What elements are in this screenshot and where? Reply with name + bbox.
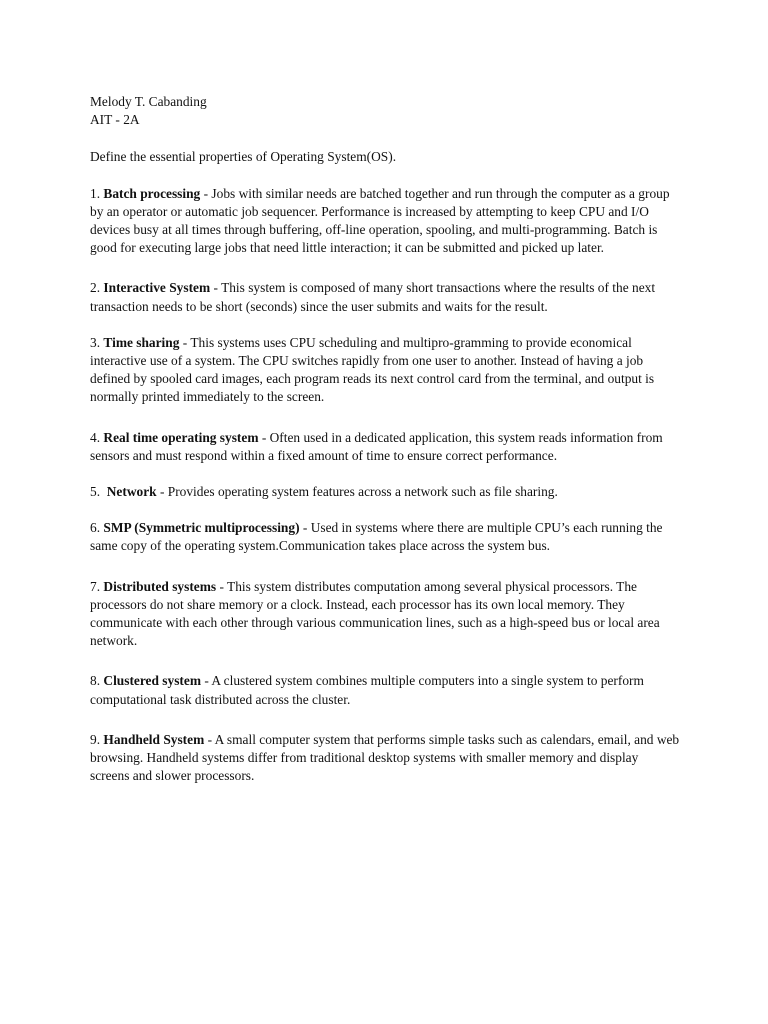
list-item — [90, 334, 680, 407]
item-number: 7. — [90, 578, 101, 594]
item-term: Interactive System — [103, 280, 211, 296]
item-separator: - — [258, 429, 270, 445]
item-number: 1. — [90, 185, 101, 201]
item-description: This systems uses CPU scheduling and multipro-gramming to provide economical interactive use of a system. The CPU switches rapidly from one user to another. Instead of having a job defined by spooled card images, each program reads its next control card from the terminal, and output is normally printed immediately to the screen. — [90, 334, 655, 405]
item-description: This system distributes computation among several physical processors. The processors do not share memory or a clock. Instead, each processor has its own local memory. They communicate with each other through various communication lines, such as a high-speed bus or local area network. — [90, 578, 660, 649]
item-term: Clustered system — [103, 673, 201, 689]
item-description: Used in systems where there are multiple CPU’s each running the same copy of the operating system.Communication takes place across the system bus. — [90, 520, 663, 554]
list-item — [90, 279, 680, 315]
list-item — [90, 519, 680, 555]
list-item — [90, 185, 680, 258]
item-separator: - — [200, 673, 212, 689]
item-description: A clustered system combines multiple computers into a single system to perform computational task distributed across the cluster. — [90, 673, 644, 707]
item-description: Often used in a dedicated application, this system reads information from sensors and must respond within a fixed amount of time to ensure correct performance. — [90, 429, 663, 463]
item-separator: - — [200, 185, 212, 201]
list-item — [90, 672, 680, 708]
item-number: 8. — [90, 673, 101, 689]
item-description: Provides operating system features across a network such as file sharing. — [167, 484, 558, 500]
list-item — [90, 483, 680, 501]
item-separator: - — [204, 731, 215, 747]
item-number: 6. — [90, 520, 101, 536]
item-term: Time sharing — [103, 334, 180, 350]
item-number: 5. — [90, 484, 101, 500]
item-term: Distributed systems — [103, 578, 217, 594]
item-number: 3. — [90, 334, 101, 350]
assignment-prompt: Define the essential properties of Operating System(OS). — [90, 149, 397, 165]
item-separator: - — [179, 334, 191, 350]
item-term: SMP (Symmetric multiprocessing) — [103, 520, 300, 536]
item-separator: - — [156, 484, 168, 500]
list-item — [90, 578, 680, 651]
item-number: 2. — [90, 280, 101, 296]
list-item — [90, 429, 680, 465]
item-separator: - — [299, 520, 311, 536]
item-number: 9. — [90, 731, 101, 747]
item-term: Batch processing — [103, 185, 201, 201]
item-number: 4. — [90, 429, 101, 445]
author-name: Melody T. Cabanding — [90, 94, 207, 109]
item-description: A small computer system that performs simple tasks such as calendars, email, and web browsing. Handheld systems differ from traditional desktop systems with smaller memory and display screens and slower processors. — [90, 731, 680, 784]
item-term: Real time operating system — [103, 429, 259, 445]
item-separator: - — [216, 578, 228, 594]
item-description: Jobs with similar needs are batched together and run through the computer as a group by an operator or automatic job sequencer. Performance is increased by attempting to keep CPU and I/O devices busy at all times through buffering, off-line operation, spooling, and multi-programming. Batch is good for executing large jobs that need little interaction; it can be submitted and picked up later. — [90, 185, 670, 256]
item-term: Network — [106, 484, 157, 500]
class-section: AIT - 2A — [90, 112, 140, 128]
item-term: Handheld System — [103, 731, 205, 747]
item-separator: - — [210, 280, 222, 296]
document-page — [90, 93, 680, 785]
list-item — [90, 731, 680, 786]
item-description: This system is composed of many short transactions where the results of the next transaction needs to be short (seconds) since the user submits and waits for the result. — [90, 280, 656, 314]
